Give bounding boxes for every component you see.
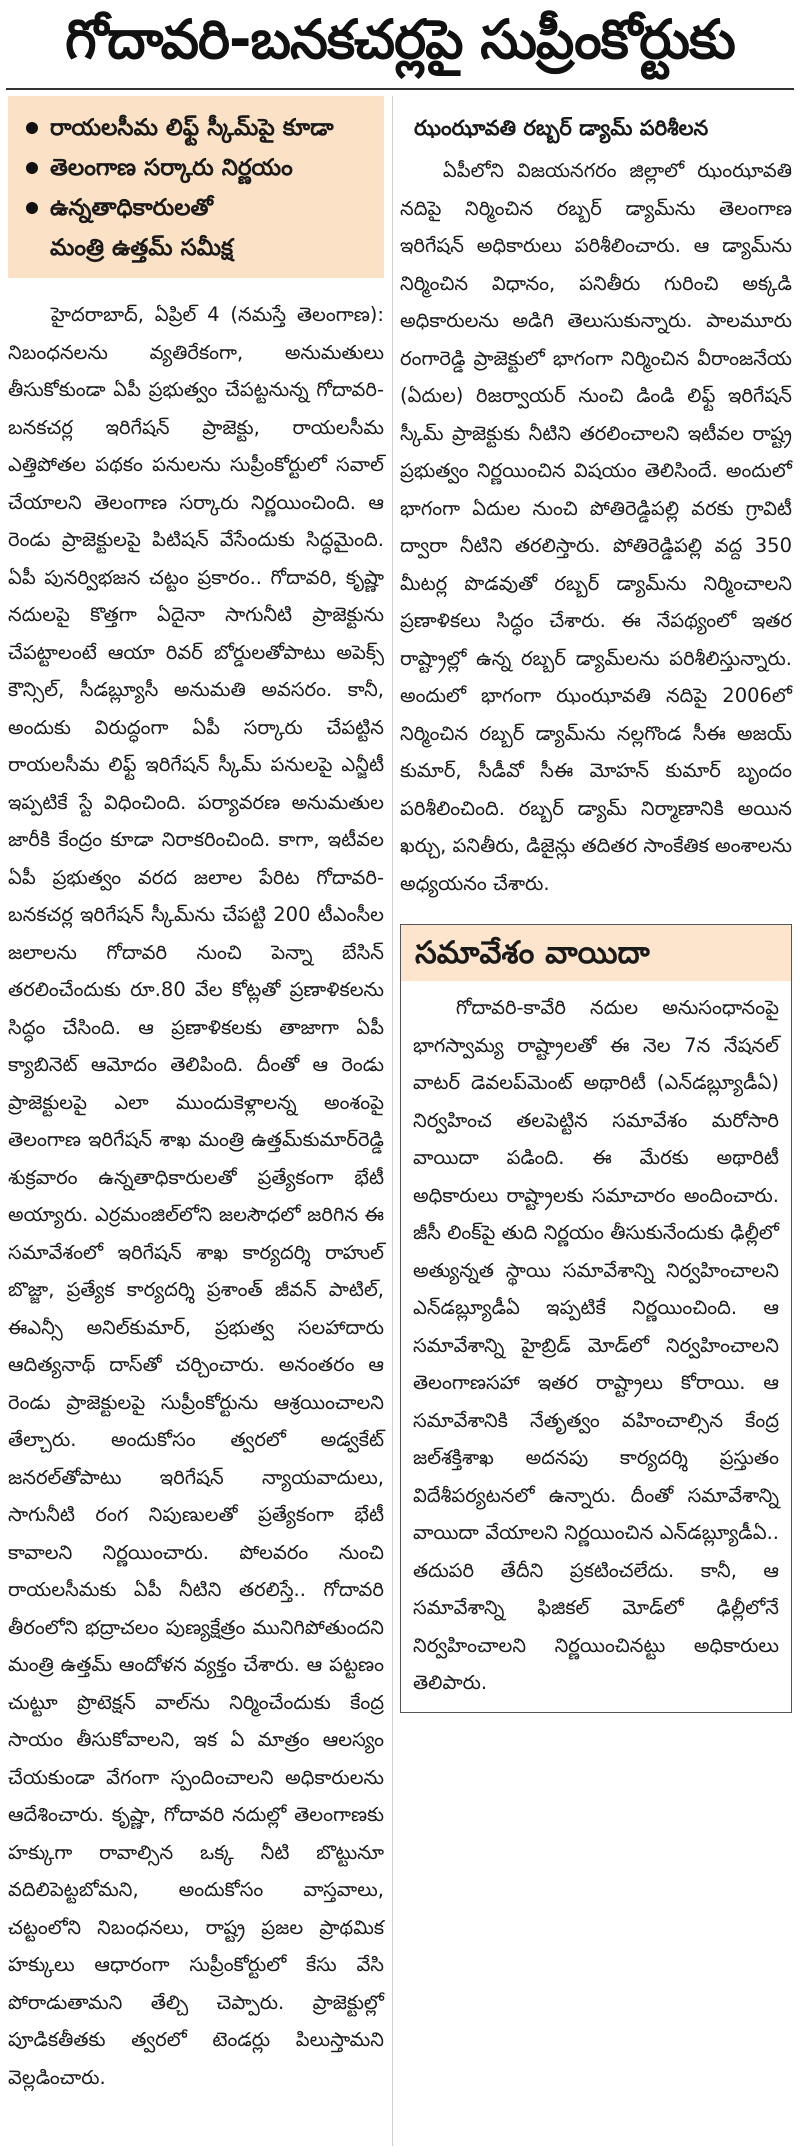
article-body xyxy=(8,296,384,2096)
dateline: హైదరాబాద్, ఏప్రిల్ 4 (నమస్తే తెలంగాణ): xyxy=(50,303,384,326)
highlight-text: ఉన్నతాధికారులతో xyxy=(50,195,214,221)
highlight-item xyxy=(26,148,370,188)
bullet-icon xyxy=(26,202,38,214)
sidebar-box xyxy=(400,924,792,1713)
bullet-icon xyxy=(26,162,38,174)
highlight-item xyxy=(26,108,370,148)
box-paragraph: గోదావరి-కావేరి నదుల అనుసంధానంపై భాగస్వామ్య రాష్ట్రాలతో ఈ నెల 7న నేషనల్ వాటర్ డెవలప్‌మెంట్ అథారిటీ (ఎన్‌డబ్ల్యూడీఏ) నిర్వహించ తలపెట్టిన సమావేశం మరోసారి వాయిదా పడింది. ఈ మేరకు అథారిటీ అధికారులు రాష్ట్రాలకు సమాచారం అందించారు. జీసీ లింక్‌పై తుది నిర్ణయం తీసుకునేందుకు ఢిల్లీలో అత్యున్నత స్థాయి సమావేశాన్ని నిర్వహించాలని ఎన్‌డబ్ల్యూడీఏ ఇప్పటికే నిర్ణయించింది. ఆ సమావేశాన్ని హైబ్రిడ్ మోడ్‌లో నిర్వహించాలని తెలంగాణసహా ఇతర రాష్ట్రాలు కోరాయి. ఆ సమావేశానికి నేతృత్వం వహించాల్సిన కేంద్ర జల్‌శక్తిశాఖ అదనపు కార్యదర్శి ప్రస్తుతం విదేశీపర్యటనలో ఉన్నారు. దీంతో సమావేశాన్ని వాయిదా వేయాలని నిర్ణయించిన ఎన్‌డబ్ల్యూడీఏ.. తదుపరి తేదీని ప్రకటించలేదు. కానీ, ఆ సమావేశాన్ని ఫిజికల్ మోడ్‌లో ఢిల్లీలోనే నిర్వహించాలని నిర్ణయించినట్టు అధికారులు తెలిపారు. xyxy=(413,996,780,1694)
highlight-item xyxy=(26,188,370,228)
section-paragraph: ఏపీలోని విజయనగరం జిల్లాలో ఝంఝావతి నదిపై నిర్మించిన రబ్బర్ డ్యామ్‌ను తెలంగాణ ఇరిగేషన్ అధికారులు పరిశీలించారు. ఆ డ్యామ్‌ను నిర్మించిన విధానం, పనితీరు గురించి అక్కడి అధికారులను అడిగి తెలుసుకున్నారు. పాలమూరు రంగారెడ్డి ప్రాజెక్టులో భాగంగా నిర్మించిన వీరాంజనేయ (ఏదుల) రిజర్వాయర్ నుంచి డిండి లిఫ్ట్ ఇరిగేషన్ స్కీమ్ ప్రాజెక్టుకు నీటిని తరలించాలని ఇటీవల రాష్ట్ర ప్రభుత్వం నిర్ణయించిన విషయం తెలిసిందే. అందులో భాగంగా ఏదుల నుంచి పోతిరెడ్డిపల్లి వరకు గ్రావిటీ ద్వారా నీటిని తరలిస్తారు. పోతిరెడ్డిపల్లి వద్ద 350 మీటర్ల పొడవుతో రబ్బర్ డ్యామ్‌ను నిర్మించాలని ప్రణాళికలు సిద్ధం చేశారు. ఈ నేపథ్యంలో ఇతర రాష్ట్రాల్లో ఉన్న రబ్బర్ డ్యామ్‌లను పరిశీలిస్తున్నారు. అందులో భాగంగా ఝంఝావతి నదిపై 2006లో నిర్మించిన రబ్బర్ డ్యామ్‌ను నల్లగొండ సీఈ అజయ్ కుమార్, సీడీవో సీఈ మోహన్ కుమార్ బృందం పరిశీలించింది. రబ్బర్ డ్యామ్ నిర్మాణానికి అయిన ఖర్చు, పనితీరు, డిజైన్లు తదితర సాంకేతిక అంశాలను అధ్యయనం చేశారు. xyxy=(400,159,792,895)
bullet-icon xyxy=(26,122,38,134)
highlight-text-continued: మంత్రి ఉత్తమ్ సమీక్ష xyxy=(50,235,234,261)
headline: గోదావరి-బనకచర్లపై సుప్రీంకోర్టుకు xyxy=(6,4,794,90)
highlights-box xyxy=(8,96,384,278)
left-column xyxy=(8,96,384,2096)
highlight-text: రాయలసీమ లిఫ్ట్ స్కీమ్‌పై కూడా xyxy=(50,115,334,141)
column-divider xyxy=(392,96,393,2146)
section-subhead: ఝంఝావతి రబ్బర్ డ్యామ్ పరిశీలన xyxy=(414,116,709,140)
right-column xyxy=(400,96,792,1713)
box-title: సమావేశం వాయిదా xyxy=(401,925,791,981)
article-paragraph: నిబంధనలను వ్యతిరేకంగా, అనుమతులు తీసుకోకుండా ఏపీ ప్రభుత్వం చేపట్టనున్న గోదావరి-బనకచర్ల ఇరిగేషన్ ప్రాజెక్టు, రాయలసీమ ఎత్తిపోతల పథకం పనులను సుప్రీంకోర్టులో సవాల్ చేయాలని తెలంగాణ సర్కారు నిర్ణయించింది. ఆ రెండు ప్రాజెక్టులపై పిటిషన్ వేసేందుకు సిద్ధమైంది. ఏపీ పునర్విభజన చట్టం ప్రకారం.. గోదావరి, కృష్ణా నదులపై కొత్తగా ఏదైనా సాగునీటి ప్రాజెక్టును చేపట్టాలంటే ఆయా రివర్ బోర్డులతోపాటు అపెక్స్ కౌన్సిల్, సీడబ్ల్యూసీ అనుమతి అవసరం. కానీ, అందుకు విరుద్ధంగా ఏపీ సర్కారు చేపట్టిన రాయలసీమ లిఫ్ట్ ఇరిగేషన్ స్కీమ్ పనులపై ఎన్జీటీ ఇప్పటికే స్టే విధించింది. పర్యావరణ అనుమతుల జారీకి కేంద్రం కూడా నిరాకరించింది. కాగా, ఇటీవల ఏపీ ప్రభుత్వం వరద జలాల పేరిట గోదావరి-బనకచర్ల ఇరిగేషన్ స్కీమ్‌ను చేపట్టి 200 టీఎంసీల జలాలను గోదావరి నుంచి పెన్నా బేసిన్ తరలించేందుకు రూ.80 వేల కోట్లతో ప్రణాళికలను సిద్ధం చేసింది. ఆ ప్రణాళికలకు తాజాగా ఏపీ క్యాబినెట్ ఆమోదం తెలిపింది. దీంతో ఆ రెండు ప్రాజెక్టులపై ఎలా ముందుకెళ్లాలన్న అంశంపై తెలంగాణ ఇరిగేషన్ శాఖ మంత్రి ఉత్తమ్‌కుమార్‌రెడ్డి శుక్రవారం ఉన్నతాధికారులతో ప్రత్యేకంగా భేటీ అయ్యారు. ఎర్రమంజిల్‌లోని జలసౌధలో జరిగిన ఈ సమావేశంలో ఇరిగేషన్ శాఖ కార్యదర్శి రాహుల్ బొజ్జా, ప్రత్యేక కార్యదర్శి ప్రశాంత్ జీవన్ పాటిల్, ఈఎన్సీ అనిల్‌కుమార్, ప్రభుత్వ సలహాదారు ఆదిత్యనాథ్ దాస్‌తో చర్చించారు. అనంతరం ఆ రెండు ప్రాజెక్టులపై సుప్రీంకోర్టును ఆశ్రయించాలని తేల్చారు. అందుకోసం త్వరలో అడ్వకేట్ జనరల్‌తోపాటు ఇరిగేషన్ న్యాయవాదులు, సాగునీటి రంగ నిపుణులతో ప్రత్యేకంగా భేటీ కావాలని నిర్ణయించారు. పోలవరం నుంచి రాయలసీమకు ఏపీ నీటిని తరలిస్తే.. గోదావరి తీరంలోని భద్రాచలం పుణ్యక్షేత్రం మునిగిపోతుందని మంత్రి ఉత్తమ్ ఆందోళన వ్యక్తం చేశారు. ఆ పట్టణం చుట్టూ ప్రొటెక్షన్ వాల్‌ను నిర్మించేందుకు కేంద్ర సాయం తీసుకోవాలని, ఇక ఏ మాత్రం ఆలస్యం చేయకుండా వేగంగా స్పందించాలని అధికారులను ఆదేశించారు. కృష్ణా, గోదావరి నదుల్లో తెలంగాణకు హక్కుగా రావాల్సిన ఒక్క నీటి బొట్టునూ వదిలిపెట్టబోమని, అందుకోసం వాస్తవాలు, చట్టంలోని నిబంధనలు, రాష్ట్ర ప్రజల ప్రాథమిక హక్కులు ఆధారంగా సుప్రీంకోర్టులో కేసు వేసి పోరాడుతామని తేల్చి చెప్పారు. ప్రాజెక్టుల్లో పూడికతీతకు త్వరలో టెండర్లు పిలుస్తామని వెల్లడించారు. xyxy=(8,340,384,2089)
highlight-text: తెలంగాణ సర్కారు నిర్ణయం xyxy=(50,155,293,181)
